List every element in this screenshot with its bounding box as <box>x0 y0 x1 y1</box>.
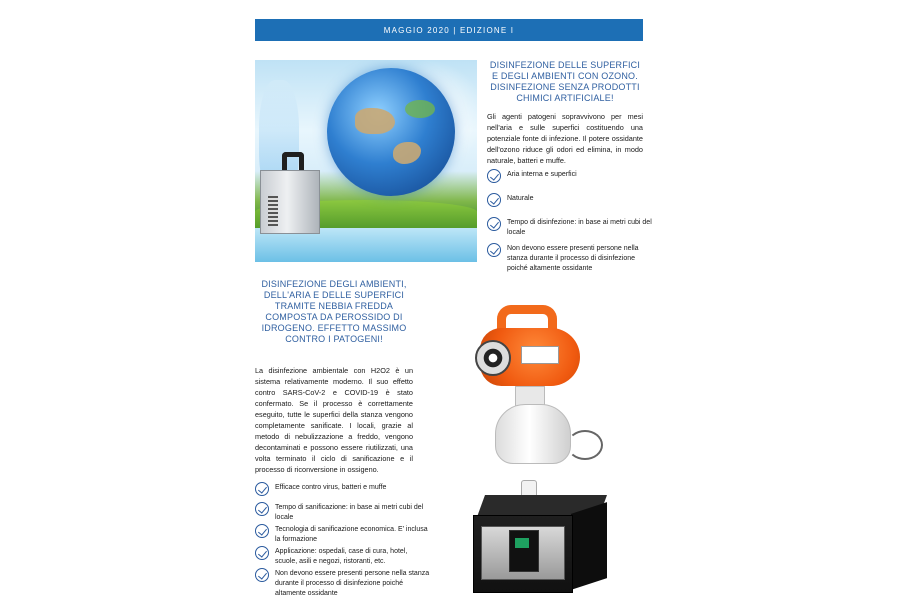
globe-graphic <box>327 68 455 196</box>
check-circle-icon <box>487 243 501 257</box>
list-item: Naturale <box>487 194 657 208</box>
edition-banner-text: MAGGIO 2020 | EDIZIONE I <box>383 25 515 35</box>
list-item: Efficace contro virus, batteri e muffe <box>255 483 430 497</box>
check-circle-icon <box>255 546 269 560</box>
ozone-generator-image <box>260 152 320 232</box>
check-circle-icon <box>255 502 269 516</box>
check-circle-icon <box>487 193 501 207</box>
list-item: Non devono essere presenti persone nella stanza durante il processo di disinfezione poiché altamente ossidante <box>255 569 430 599</box>
list-item: Tempo di disinfezione: in base ai metri cubi del locale <box>487 218 657 238</box>
list-item: Tecnologia di sanificazione economica. E' inclusa la formazione <box>255 525 430 545</box>
newsletter-page <box>255 15 652 600</box>
check-circle-icon <box>487 169 501 183</box>
h2o2-generator-image <box>473 480 613 598</box>
check-circle-icon <box>487 217 501 231</box>
check-circle-icon <box>255 568 269 582</box>
section1-body: Gli agenti patogeni sopravvivono per mesi nell'aria e sulle superfici costituendo una potenziale fonte di infezione. Il potere ossidante dell'ozono riduce gli odori ed elimina, in modo naturale, batteri e muffe. <box>487 112 643 165</box>
check-circle-icon <box>255 524 269 538</box>
list-item: Tempo di sanificazione: in base ai metri cubi del locale <box>255 503 430 523</box>
list-item: Aria interna e superfici <box>487 170 657 184</box>
section1-checklist <box>487 170 657 274</box>
nebulizer-image <box>475 300 605 470</box>
globe-ozone-image <box>255 60 477 262</box>
check-circle-icon <box>255 482 269 496</box>
edition-banner <box>255 19 643 41</box>
section2-checklist <box>255 483 430 599</box>
list-item: Applicazione: ospedali, case di cura, hotel, scuole, asili e negozi, ristoranti, etc. <box>255 547 430 567</box>
section2-heading: DISINFEZIONE DEGLI AMBIENTI, DELL'ARIA E DELLE SUPERFICI TRAMITE NEBBIA FREDDA COMPOSTA DA PEROSSIDO DI IDROGENO. EFFETTO MASSIMO CONTRO I PATOGENI! <box>261 279 407 344</box>
section2-body: La disinfezione ambientale con H2O2 è un sistema relativamente moderno. Il suo effetto contro SARS-CoV-2 e COVID-19 è stato confermato. Se il processo è correttamente eseguito, tutte le superfici della stanza vengono completamente sanificate. I locali, grazie al metodo di nebulizzazione a freddo, vengono decontaminati e possono essere riutilizzati, una volta terminato il ciclo di sanificazione e il processo di riconversione in ossigeno. <box>255 366 413 474</box>
list-item: Non devono essere presenti persone nella stanza durante il processo di disinfezione poiché altamente ossidante <box>487 244 657 274</box>
section1-heading: DISINFEZIONE DELLE SUPERFICI E DEGLI AMBIENTI CON OZONO. DISINFEZIONE SENZA PRODOTTI CHIMICI ARTIFICIALE! <box>489 60 641 103</box>
